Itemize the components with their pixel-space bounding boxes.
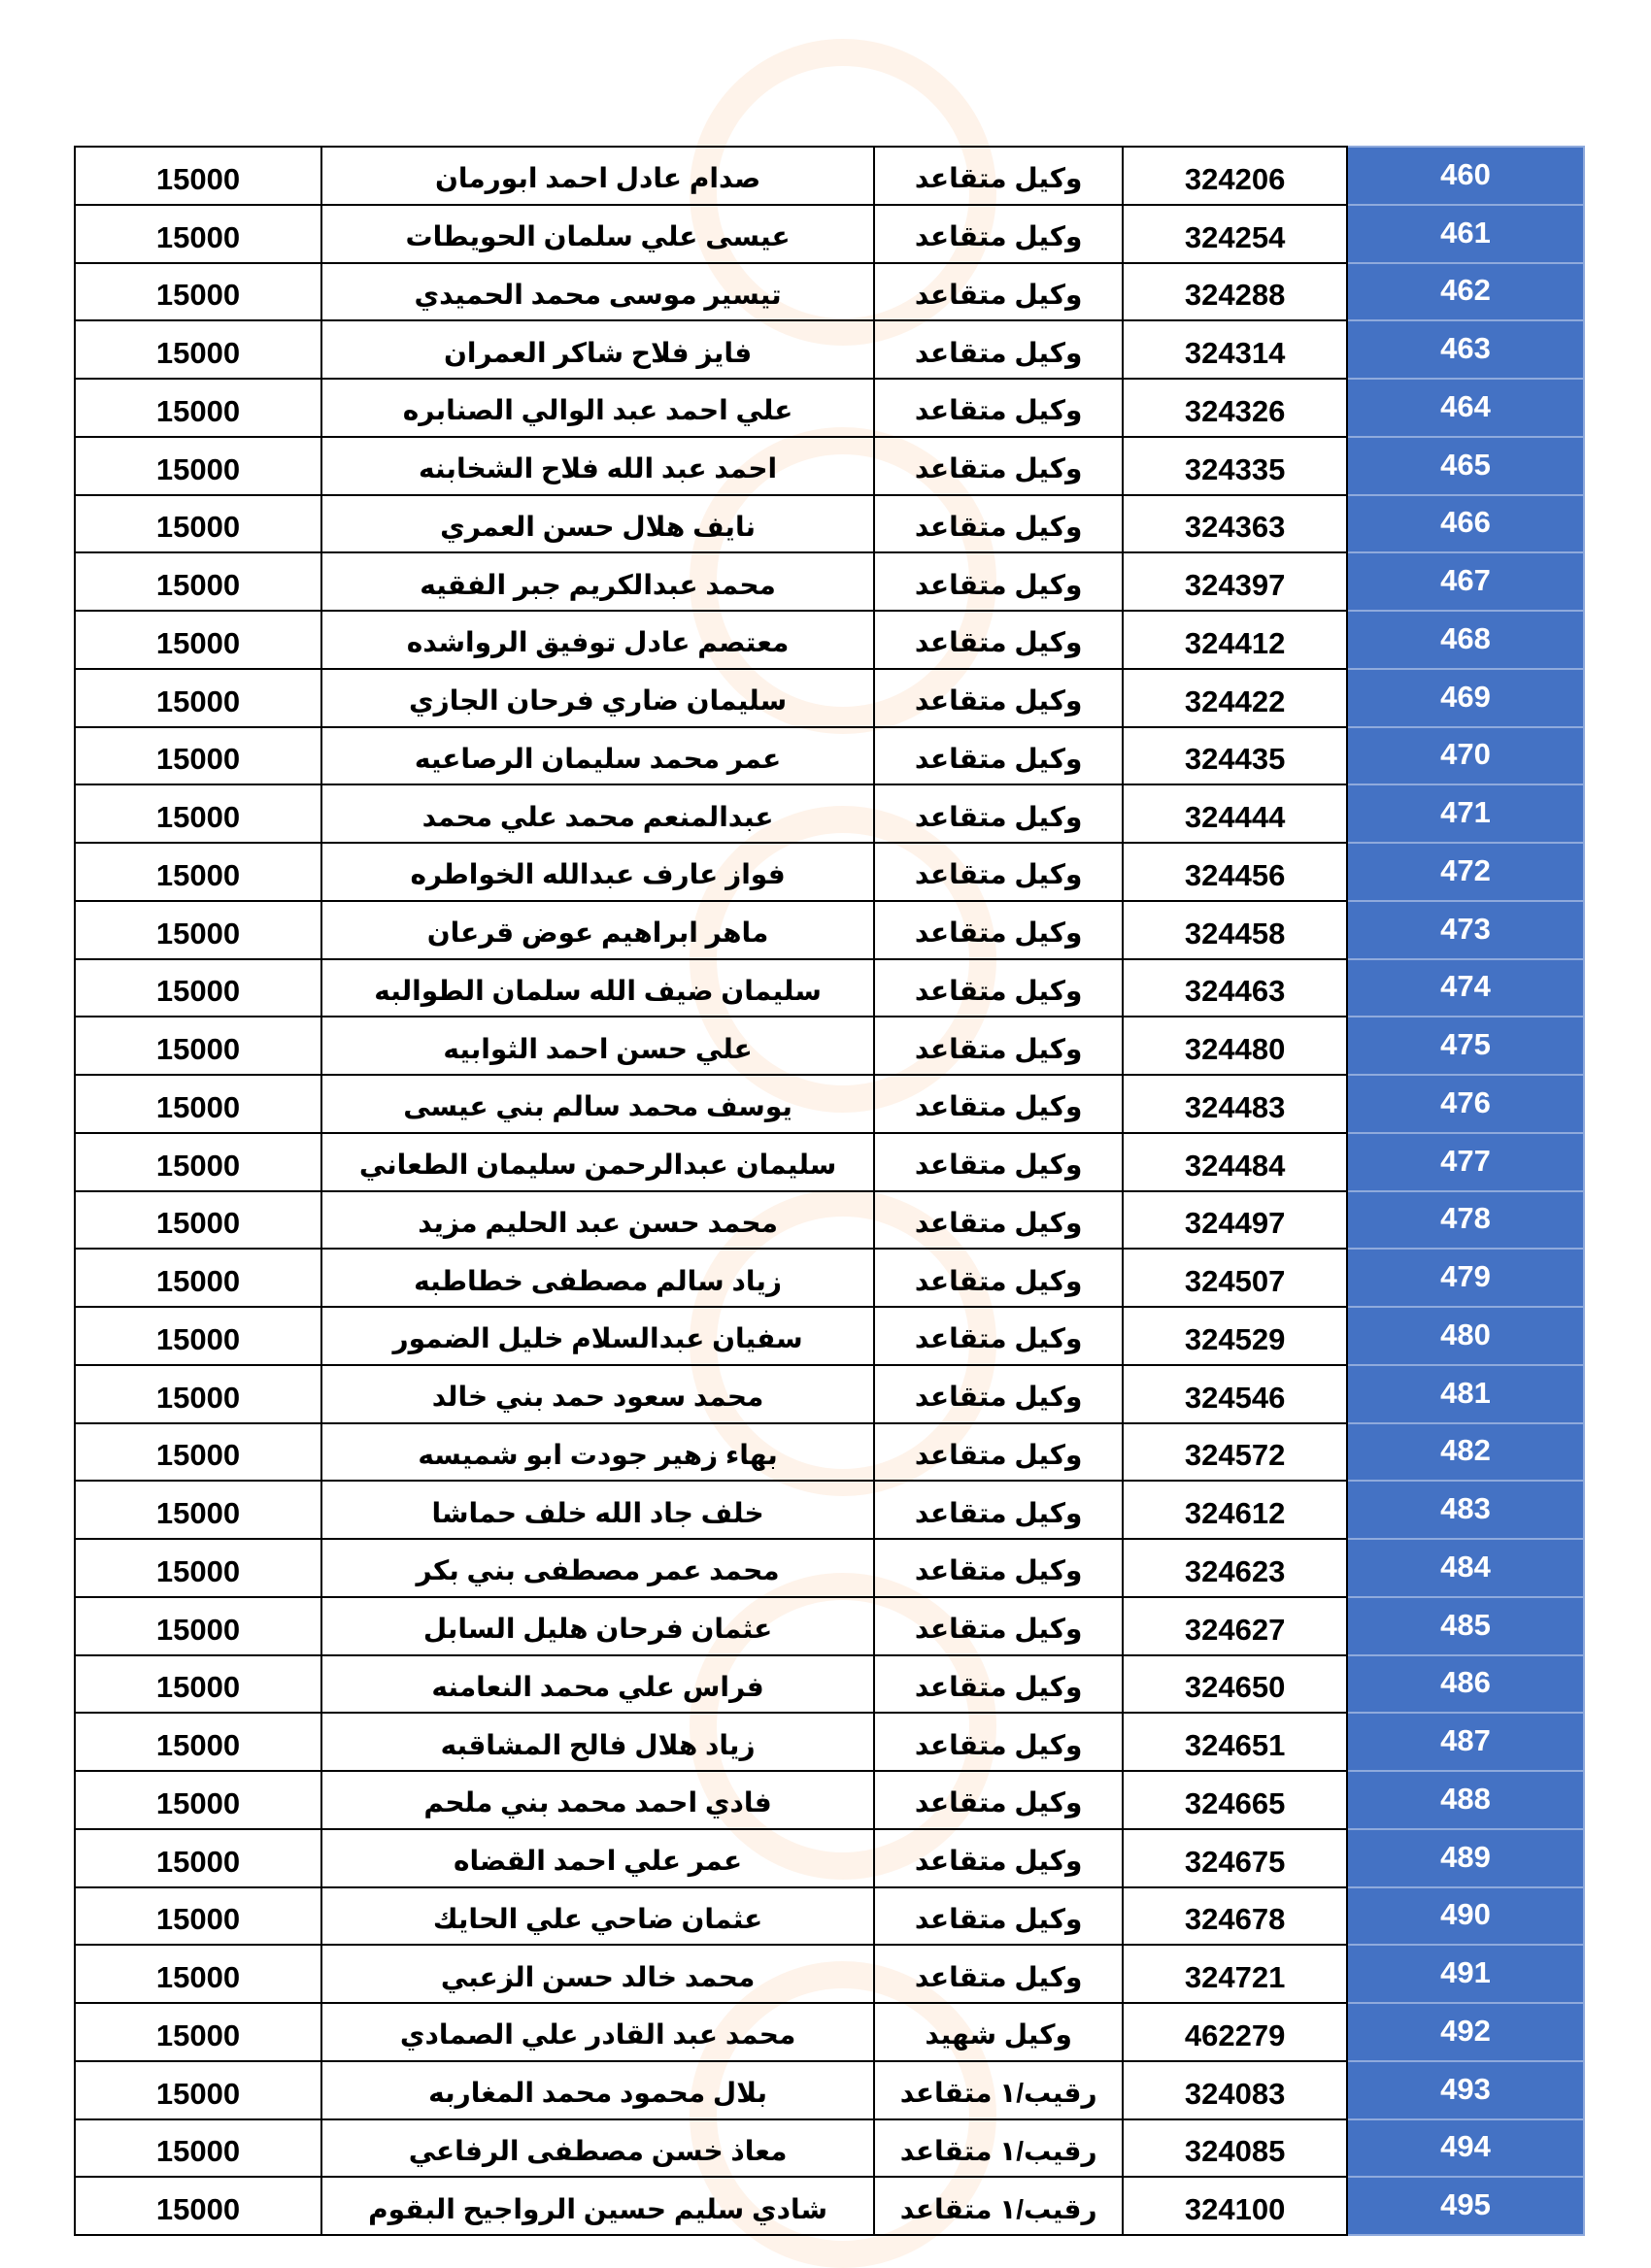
table-row [75,1771,1584,1829]
rank-cell: وكيل متقاعد [874,901,1123,959]
id-number-cell: 324456 [1123,843,1347,901]
name-cell: محمد خالد حسن الزعبي [321,1945,874,2003]
row-number-cell: 468 [1347,611,1584,669]
amount-cell: 15000 [75,1249,321,1307]
row-number-cell: 471 [1347,784,1584,843]
name-cell: سليمان ضاري فرحان الجازي [321,669,874,727]
name-cell: عبدالمنعم محمد علي محمد [321,784,874,843]
rank-cell: رقيب/١ متقاعد [874,2177,1123,2235]
name-cell: فايز فلاح شاكر العمران [321,320,874,379]
rank-cell: وكيل متقاعد [874,205,1123,263]
rank-cell: وكيل متقاعد [874,495,1123,553]
id-number-cell: 324627 [1123,1597,1347,1655]
rank-cell: وكيل متقاعد [874,379,1123,437]
name-cell: محمد عبد القادر علي الصمادي [321,2003,874,2061]
amount-cell: 15000 [75,1771,321,1829]
amount-cell: 15000 [75,1075,321,1133]
row-number-cell: 484 [1347,1539,1584,1597]
rank-cell: وكيل متقاعد [874,1829,1123,1887]
table-row [75,669,1584,727]
amount-cell: 15000 [75,1307,321,1365]
rank-cell: وكيل متقاعد [874,669,1123,727]
amount-cell: 15000 [75,552,321,611]
amount-cell: 15000 [75,320,321,379]
id-number-cell: 324326 [1123,379,1347,437]
amount-cell: 15000 [75,263,321,321]
rank-cell: وكيل متقاعد [874,1365,1123,1423]
row-number-cell: 470 [1347,727,1584,785]
amount-cell: 15000 [75,1945,321,2003]
row-number-cell: 476 [1347,1075,1584,1133]
rank-cell: وكيل متقاعد [874,1075,1123,1133]
table-row [75,1075,1584,1133]
rank-cell: وكيل متقاعد [874,1597,1123,1655]
amount-cell: 15000 [75,2119,321,2178]
table-row [75,379,1584,437]
table-row [75,1133,1584,1191]
row-number-cell: 461 [1347,205,1584,263]
row-number-cell: 480 [1347,1307,1584,1365]
amount-cell: 15000 [75,2003,321,2061]
rank-cell: رقيب/١ متقاعد [874,2119,1123,2178]
id-number-cell: 462279 [1123,2003,1347,2061]
table-row [75,901,1584,959]
table-row [75,1481,1584,1539]
rank-cell: وكيل متقاعد [874,147,1123,205]
id-number-cell: 324678 [1123,1887,1347,1946]
rank-cell: وكيل متقاعد [874,1713,1123,1771]
name-cell: عمر علي احمد القضاه [321,1829,874,1887]
table-row [75,1017,1584,1075]
amount-cell: 15000 [75,437,321,495]
table-row [75,1423,1584,1482]
amount-cell: 15000 [75,1829,321,1887]
rank-cell: وكيل متقاعد [874,1133,1123,1191]
rank-cell: وكيل متقاعد [874,263,1123,321]
table-row [75,2177,1584,2235]
name-cell: محمد عبدالكريم جبر الفقيه [321,552,874,611]
row-number-cell: 491 [1347,1945,1584,2003]
name-cell: محمد سعود حمد بني خالد [321,1365,874,1423]
rank-cell: وكيل متقاعد [874,1249,1123,1307]
id-number-cell: 324612 [1123,1481,1347,1539]
row-number-cell: 481 [1347,1365,1584,1423]
id-number-cell: 324254 [1123,205,1347,263]
id-number-cell: 324085 [1123,2119,1347,2178]
table-row [75,1191,1584,1250]
name-cell: بلال محمود محمد المغاربه [321,2061,874,2119]
table-row [75,1655,1584,1714]
table-row [75,495,1584,553]
id-number-cell: 324651 [1123,1713,1347,1771]
table-row [75,2119,1584,2178]
row-number-cell: 482 [1347,1423,1584,1482]
name-cell: نايف هلال حسن العمري [321,495,874,553]
rank-cell: وكيل متقاعد [874,784,1123,843]
table-row [75,552,1584,611]
id-number-cell: 324480 [1123,1017,1347,1075]
id-number-cell: 324363 [1123,495,1347,553]
id-number-cell: 324623 [1123,1539,1347,1597]
amount-cell: 15000 [75,1133,321,1191]
table-row [75,843,1584,901]
name-cell: تيسير موسى محمد الحميدي [321,263,874,321]
id-number-cell: 324422 [1123,669,1347,727]
amount-cell: 15000 [75,1597,321,1655]
name-cell: سفيان عبدالسلام خليل الضمور [321,1307,874,1365]
amount-cell: 15000 [75,1365,321,1423]
rank-cell: وكيل متقاعد [874,320,1123,379]
name-cell: سليمان ضيف الله سلمان الطوالبه [321,959,874,1017]
name-cell: فواز عارف عبدالله الخواطره [321,843,874,901]
amount-cell: 15000 [75,784,321,843]
amount-cell: 15000 [75,611,321,669]
name-cell: عثمان فرحان هليل السابل [321,1597,874,1655]
table-row [75,147,1584,205]
name-cell: محمد حسن عبد الحليم مزيد [321,1191,874,1250]
rank-cell: وكيل متقاعد [874,552,1123,611]
id-number-cell: 324397 [1123,552,1347,611]
id-number-cell: 324412 [1123,611,1347,669]
table-row [75,1713,1584,1771]
row-number-cell: 478 [1347,1191,1584,1250]
row-number-cell: 463 [1347,320,1584,379]
table-row [75,437,1584,495]
row-number-cell: 469 [1347,669,1584,727]
name-cell: معتصم عادل توفيق الرواشده [321,611,874,669]
id-number-cell: 324435 [1123,727,1347,785]
name-cell: عيسى علي سلمان الحويطات [321,205,874,263]
name-cell: احمد عبد الله فلاح الشخابنه [321,437,874,495]
id-number-cell: 324100 [1123,2177,1347,2235]
rank-cell: وكيل متقاعد [874,1307,1123,1365]
name-cell: شادي سليم حسين الرواجيح البقوم [321,2177,874,2235]
amount-cell: 15000 [75,727,321,785]
row-number-cell: 485 [1347,1597,1584,1655]
rank-cell: وكيل متقاعد [874,1423,1123,1482]
id-number-cell: 324206 [1123,147,1347,205]
table-body [75,147,1584,2235]
row-number-cell: 462 [1347,263,1584,321]
table-row [75,2003,1584,2061]
amount-cell: 15000 [75,379,321,437]
table-row [75,320,1584,379]
row-number-cell: 487 [1347,1713,1584,1771]
id-number-cell: 324665 [1123,1771,1347,1829]
table-row [75,784,1584,843]
amount-cell: 15000 [75,1481,321,1539]
amount-cell: 15000 [75,1017,321,1075]
amount-cell: 15000 [75,901,321,959]
id-number-cell: 324546 [1123,1365,1347,1423]
rank-cell: وكيل متقاعد [874,1655,1123,1714]
name-cell: معاذ خسن مصطفى الرفاعي [321,2119,874,2178]
rank-cell: وكيل متقاعد [874,727,1123,785]
name-cell: عمر محمد سليمان الرصاعيه [321,727,874,785]
row-number-cell: 495 [1347,2177,1584,2235]
rank-cell: رقيب/١ متقاعد [874,2061,1123,2119]
row-number-cell: 486 [1347,1655,1584,1714]
amount-cell: 15000 [75,1423,321,1482]
row-number-cell: 475 [1347,1017,1584,1075]
name-cell: محمد عمر مصطفى بني بكر [321,1539,874,1597]
row-number-cell: 483 [1347,1481,1584,1539]
amount-cell: 15000 [75,843,321,901]
rank-cell: وكيل متقاعد [874,1771,1123,1829]
amount-cell: 15000 [75,495,321,553]
name-cell: صدام عادل احمد ابورمان [321,147,874,205]
amount-cell: 15000 [75,2061,321,2119]
amount-cell: 15000 [75,2177,321,2235]
name-cell: علي احمد عبد الوالي الصنابره [321,379,874,437]
table-row [75,1365,1584,1423]
id-number-cell: 324507 [1123,1249,1347,1307]
name-cell: بهاء زهير جودت ابو شميسه [321,1423,874,1482]
id-number-cell: 324529 [1123,1307,1347,1365]
row-number-cell: 492 [1347,2003,1584,2061]
name-cell: سليمان عبدالرحمن سليمان الطعاني [321,1133,874,1191]
id-number-cell: 324335 [1123,437,1347,495]
row-number-cell: 490 [1347,1887,1584,1946]
id-number-cell: 324497 [1123,1191,1347,1250]
table-row [75,727,1584,785]
amount-cell: 15000 [75,1713,321,1771]
table-row [75,1887,1584,1946]
row-number-cell: 467 [1347,552,1584,611]
name-cell: خلف جاد الله خلف حماشا [321,1481,874,1539]
table-row [75,263,1584,321]
id-number-cell: 324458 [1123,901,1347,959]
table-row [75,205,1584,263]
table-row [75,611,1584,669]
row-number-cell: 489 [1347,1829,1584,1887]
row-number-cell: 472 [1347,843,1584,901]
name-cell: يوسف محمد سالم بني عيسى [321,1075,874,1133]
name-cell: زياد سالم مصطفى خطاطبه [321,1249,874,1307]
amount-cell: 15000 [75,669,321,727]
rank-cell: وكيل متقاعد [874,1481,1123,1539]
name-cell: عثمان ضاحي علي الحايك [321,1887,874,1946]
row-number-cell: 477 [1347,1133,1584,1191]
id-number-cell: 324444 [1123,784,1347,843]
rank-cell: وكيل متقاعد [874,843,1123,901]
row-number-cell: 464 [1347,379,1584,437]
row-number-cell: 473 [1347,901,1584,959]
amount-cell: 15000 [75,147,321,205]
row-number-cell: 493 [1347,2061,1584,2119]
name-cell: فادي احمد محمد بني ملحم [321,1771,874,1829]
rank-cell: وكيل متقاعد [874,959,1123,1017]
id-number-cell: 324463 [1123,959,1347,1017]
amount-cell: 15000 [75,1655,321,1714]
rank-cell: وكيل متقاعد [874,1945,1123,2003]
row-number-cell: 488 [1347,1771,1584,1829]
table-row [75,1829,1584,1887]
id-number-cell: 324288 [1123,263,1347,321]
id-number-cell: 324483 [1123,1075,1347,1133]
row-number-cell: 494 [1347,2119,1584,2178]
table-row [75,959,1584,1017]
id-number-cell: 324675 [1123,1829,1347,1887]
table-row [75,1307,1584,1365]
id-number-cell: 324484 [1123,1133,1347,1191]
table-row [75,1597,1584,1655]
name-cell: زياد هلال فالح المشاقبه [321,1713,874,1771]
row-number-cell: 479 [1347,1249,1584,1307]
name-cell: علي حسن احمد الثوابيه [321,1017,874,1075]
rank-cell: وكيل متقاعد [874,437,1123,495]
table-row [75,1945,1584,2003]
row-number-cell: 474 [1347,959,1584,1017]
table-row [75,1539,1584,1597]
rank-cell: وكيل متقاعد [874,1887,1123,1946]
row-number-cell: 465 [1347,437,1584,495]
amount-cell: 15000 [75,959,321,1017]
id-number-cell: 324572 [1123,1423,1347,1482]
amount-cell: 15000 [75,1191,321,1250]
row-number-cell: 466 [1347,495,1584,553]
amount-cell: 15000 [75,205,321,263]
id-number-cell: 324721 [1123,1945,1347,2003]
id-number-cell: 324650 [1123,1655,1347,1714]
table-row [75,2061,1584,2119]
id-number-cell: 324083 [1123,2061,1347,2119]
rank-cell: وكيل متقاعد [874,1191,1123,1250]
amount-cell: 15000 [75,1539,321,1597]
name-cell: ماهر ابراهيم عوض قرعان [321,901,874,959]
amount-cell: 15000 [75,1887,321,1946]
id-number-cell: 324314 [1123,320,1347,379]
payment-table [74,146,1585,2236]
rank-cell: وكيل متقاعد [874,611,1123,669]
name-cell: فراس علي محمد النعامنه [321,1655,874,1714]
row-number-cell: 460 [1347,147,1584,205]
rank-cell: وكيل شهيد [874,2003,1123,2061]
table-row [75,1249,1584,1307]
rank-cell: وكيل متقاعد [874,1017,1123,1075]
rank-cell: وكيل متقاعد [874,1539,1123,1597]
